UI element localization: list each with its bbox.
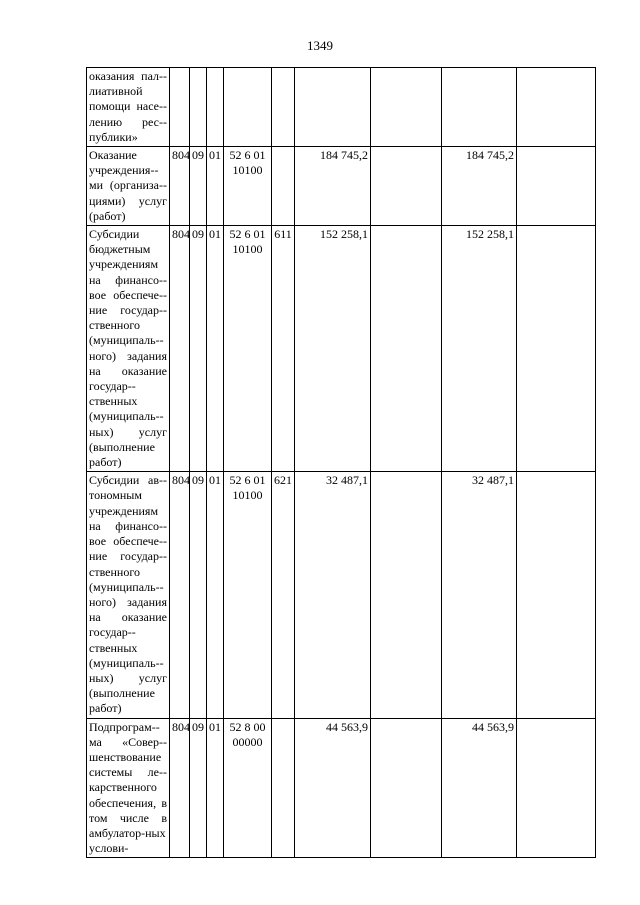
amount-column-2-cell	[371, 68, 442, 147]
amount-column-2-cell	[371, 718, 442, 858]
amount-column-3-text: 32 487,1	[472, 473, 514, 488]
budget-table	[86, 67, 596, 858]
section-code-cell	[190, 147, 207, 226]
subsection-code-text: 01	[209, 473, 221, 488]
table-row	[87, 147, 596, 226]
page-number: 1349	[307, 38, 333, 53]
amount-column-1-cell	[295, 718, 371, 858]
ministry-code-text: 804	[172, 148, 190, 163]
subsection-code-text: 01	[209, 148, 221, 163]
expense-type-cell	[272, 68, 295, 147]
target-article-cell	[224, 226, 272, 472]
section-code-text: 09	[192, 227, 204, 242]
subsection-code-cell	[207, 68, 224, 147]
table-row	[87, 718, 596, 858]
subsection-code-text: 01	[209, 227, 221, 242]
subsection-code-cell	[207, 226, 224, 472]
section-code-cell	[190, 472, 207, 718]
target-article-text: 52 6 01 10100	[229, 148, 266, 178]
section-code-cell	[190, 718, 207, 858]
amount-column-1-cell	[295, 226, 371, 472]
row-name-cell	[87, 718, 170, 858]
ministry-code-cell	[170, 147, 190, 226]
amount-column-4-cell	[517, 226, 596, 472]
amount-column-2-cell	[371, 147, 442, 226]
ministry-code-cell	[170, 718, 190, 858]
expense-type-cell	[272, 147, 295, 226]
amount-column-3-cell	[442, 472, 517, 718]
row-name-cell	[87, 472, 170, 718]
expense-type-cell	[272, 472, 295, 718]
amount-column-1-cell	[295, 147, 371, 226]
row-name-cell	[87, 68, 170, 147]
subsection-code-cell	[207, 472, 224, 718]
ministry-code-cell	[170, 68, 190, 147]
ministry-code-text: 804	[172, 227, 190, 242]
subsection-code-cell	[207, 147, 224, 226]
amount-column-3-text: 152 258,1	[466, 227, 514, 242]
amount-column-1-text: 152 258,1	[320, 227, 368, 242]
target-article-text: 52 8 00 00000	[229, 719, 266, 749]
amount-column-1-cell	[295, 68, 371, 147]
amount-column-3-text: 184 745,2	[466, 148, 514, 163]
amount-column-1-text: 44 563,9	[326, 719, 368, 734]
subsection-code-text: 01	[209, 719, 221, 734]
amount-column-3-cell	[442, 68, 517, 147]
target-article-text: 52 6 01 10100	[229, 473, 266, 503]
section-code-text: 09	[192, 148, 204, 163]
row-name-text: Субсидии ав-тономным учреждениям на финансо-вое обеспече-ние государ-ственного (муниципаль-ного) задания на оказание государ-ственных (муниципаль-ных) услуг (выполнение работ)	[89, 473, 167, 716]
row-name-text: оказания пал-лиативной помощи насе-лению рес-публики»	[89, 69, 167, 144]
table-row	[87, 68, 596, 147]
section-code-cell	[190, 68, 207, 147]
amount-column-1-text: 32 487,1	[326, 473, 368, 488]
target-article-cell	[224, 472, 272, 718]
section-code-text: 09	[192, 719, 204, 734]
row-name-text: Субсидии бюджетным учреждениям на финансо-вое обеспече-ние государ-ственного (муниципаль-ного) задания на оказание государ-ственных (муниципаль-ных) услуг (выполнение работ)	[89, 227, 167, 470]
ministry-code-text: 804	[172, 473, 190, 488]
ministry-code-cell	[170, 226, 190, 472]
amount-column-2-cell	[371, 472, 442, 718]
target-article-cell	[224, 68, 272, 147]
amount-column-2-cell	[371, 226, 442, 472]
amount-column-4-cell	[517, 718, 596, 858]
amount-column-4-cell	[517, 472, 596, 718]
row-name-cell	[87, 147, 170, 226]
expense-type-text: 621	[274, 473, 292, 488]
row-name-text: Оказание учреждения-ми (организа-циями) услуг (работ)	[89, 148, 167, 223]
amount-column-4-cell	[517, 147, 596, 226]
row-name-cell	[87, 226, 170, 472]
amount-column-3-text: 44 563,9	[472, 719, 514, 734]
table-row	[87, 472, 596, 718]
subsection-code-cell	[207, 718, 224, 858]
section-code-cell	[190, 226, 207, 472]
ministry-code-text: 804	[172, 719, 190, 734]
target-article-cell	[224, 147, 272, 226]
target-article-cell	[224, 718, 272, 858]
amount-column-3-cell	[442, 226, 517, 472]
amount-column-1-text: 184 745,2	[320, 148, 368, 163]
amount-column-1-cell	[295, 472, 371, 718]
section-code-text: 09	[192, 473, 204, 488]
ministry-code-cell	[170, 472, 190, 718]
row-name-text: Подпрограм-ма «Совер-шенствование системы ле-карственного обеспечения, в том числе в амбулатор-ных услови-	[89, 719, 167, 856]
table-row	[87, 226, 596, 472]
amount-column-3-cell	[442, 718, 517, 858]
amount-column-3-cell	[442, 147, 517, 226]
expense-type-text: 611	[274, 227, 292, 242]
budget-table-body	[87, 68, 596, 858]
expense-type-cell	[272, 226, 295, 472]
expense-type-cell	[272, 718, 295, 858]
target-article-text: 52 6 01 10100	[229, 227, 266, 257]
amount-column-4-cell	[517, 68, 596, 147]
